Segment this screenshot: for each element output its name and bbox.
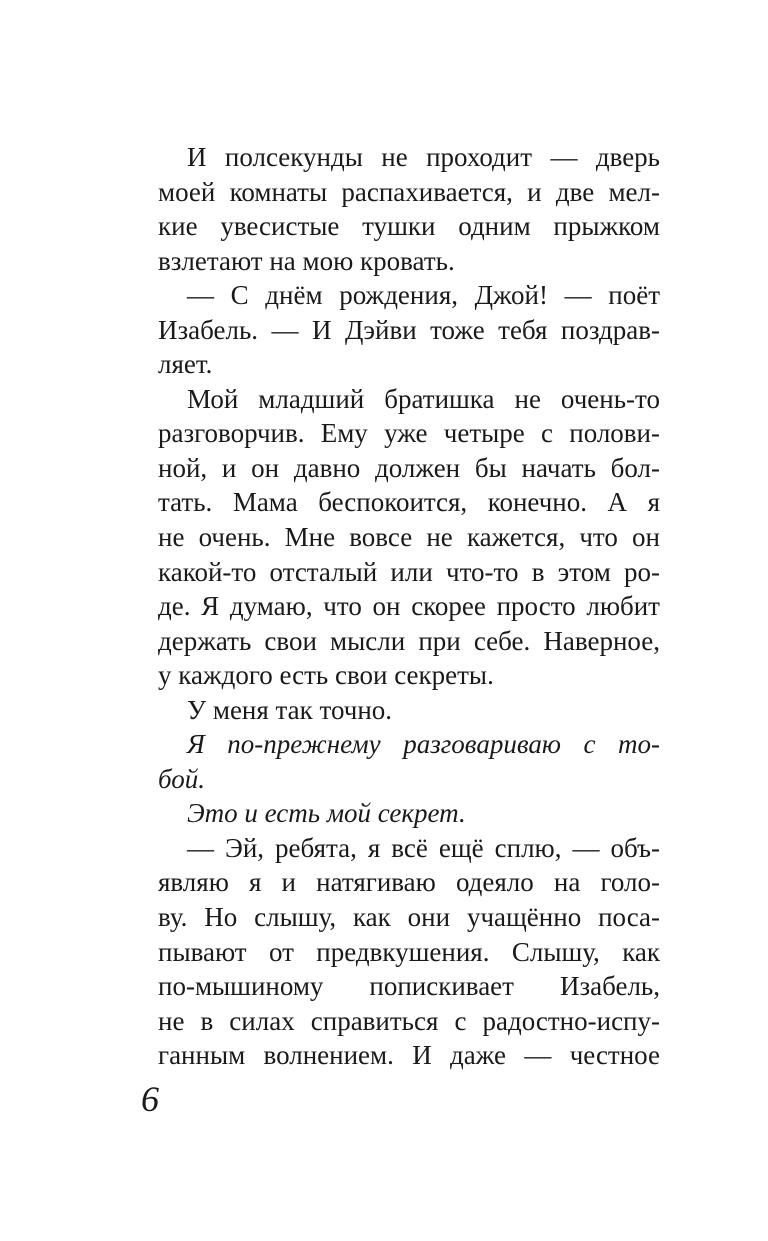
text-line: И полсекунды не проходит — дверь bbox=[187, 142, 660, 172]
text-line: — С днём рождения, Джой! — поёт bbox=[187, 280, 660, 311]
text-line: ной, и он давно должен бы начать бол- bbox=[158, 452, 660, 483]
text-line-italic: Это и есть мой секрет. bbox=[187, 798, 466, 829]
text-line: у каждого есть свои секреты. bbox=[158, 660, 494, 691]
text-line: кие увесистые тушки одним прыжком bbox=[158, 211, 660, 242]
page-number: 6 bbox=[141, 1079, 159, 1119]
text-line: У меня так точно. bbox=[187, 694, 393, 725]
text-line: разговорчив. Ему уже четыре с полови- bbox=[158, 418, 660, 449]
text-line: моей комнаты распахивается, и две мел- bbox=[158, 176, 660, 207]
text-line: де. Я думаю, что он скорее просто любит bbox=[158, 591, 660, 622]
text-line: являю я и натягиваю одеяло на голо- bbox=[158, 867, 660, 898]
text-line: тать. Мама беспокоится, конечно. А я bbox=[158, 487, 660, 518]
text-line: ляет. bbox=[158, 349, 213, 380]
text-line: Изабель. — И Дэйви тоже тебя поздрав- bbox=[158, 314, 660, 345]
text-line-italic: Я по-прежнему разговариваю с то- bbox=[187, 729, 660, 760]
text-line: не очень. Мне вовсе не кажется, что он bbox=[158, 522, 660, 553]
body-text bbox=[158, 140, 660, 1073]
text-line-italic: бой. bbox=[158, 763, 205, 794]
text-line: пывают от предвкушения. Слышу, как bbox=[158, 936, 660, 967]
text-line: по-мышиному попискивает Изабель, bbox=[158, 971, 660, 1002]
text-line: держать свои мысли при себе. Наверное, bbox=[158, 625, 660, 656]
text-line: не в силах справиться с радостно-испу- bbox=[158, 1005, 660, 1036]
text-line: Мой младший братишка не очень-то bbox=[187, 383, 660, 414]
text-line: взлетают на мою кровать. bbox=[158, 245, 455, 276]
text-line: какой-то отсталый или что-то в этом ро- bbox=[158, 556, 660, 587]
text-line: ву. Но слышу, как они учащённо поса- bbox=[158, 902, 660, 933]
text-line: — Эй, ребята, я всё ещё сплю, — объ- bbox=[187, 832, 660, 863]
text-line: ганным волнением. И даже — честное bbox=[158, 1040, 660, 1071]
